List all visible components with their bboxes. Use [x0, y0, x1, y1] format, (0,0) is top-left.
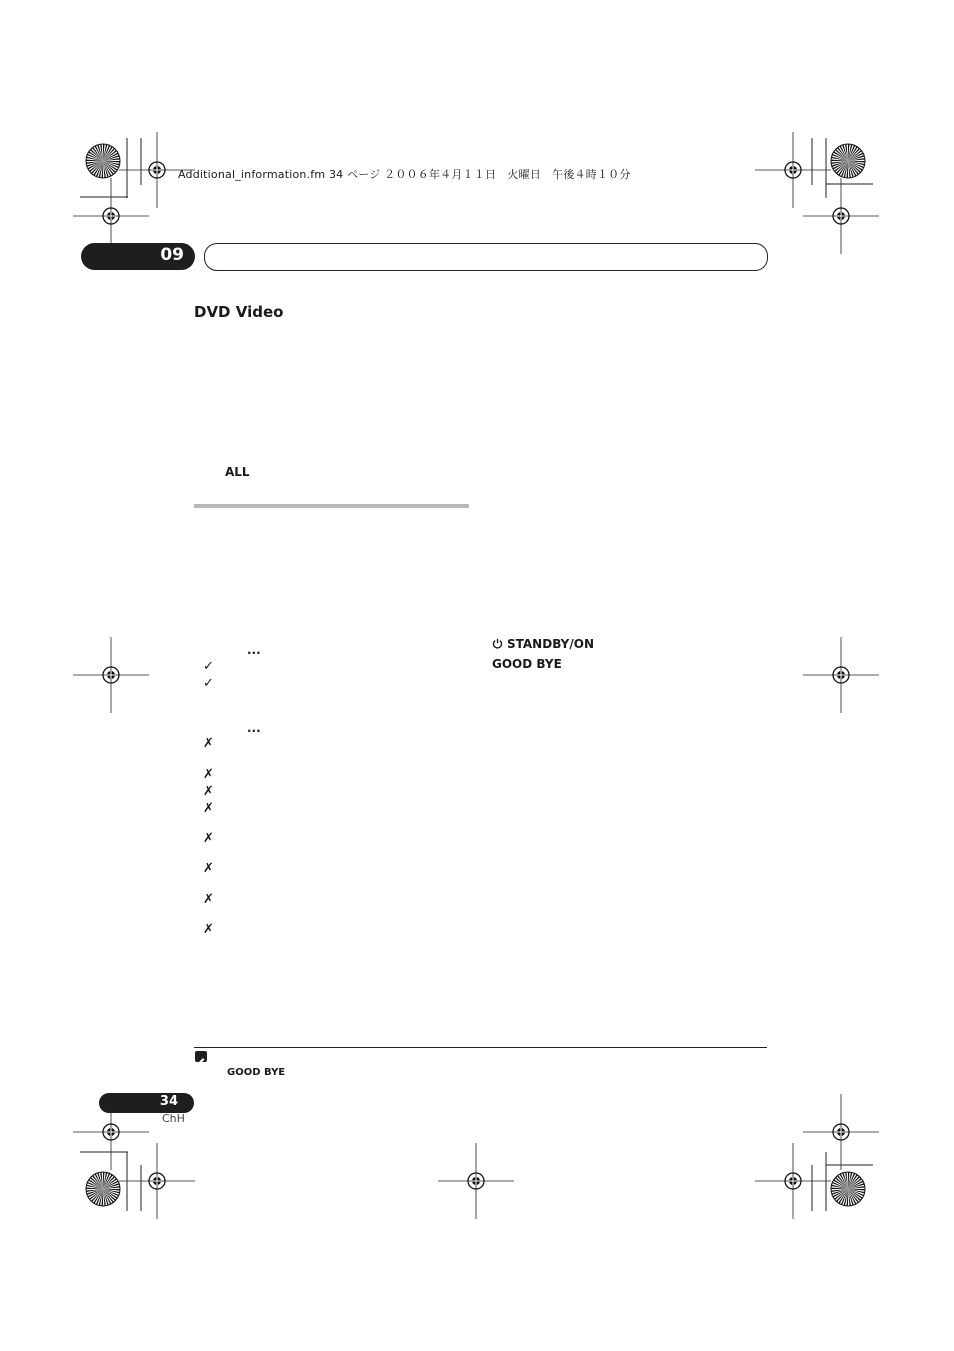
section-divider [194, 504, 469, 508]
goodbye-label: GOOD BYE [492, 657, 562, 671]
language-code: ChH [162, 1112, 185, 1125]
chapter-title-box [204, 243, 768, 271]
cross-mark: ✗ [203, 892, 214, 907]
note-text: GOOD BYE [227, 1067, 286, 1078]
note-divider [194, 1047, 767, 1048]
chapter-tab [81, 243, 195, 270]
cross-mark: ✗ [203, 784, 214, 799]
page-tab [99, 1093, 194, 1113]
file-info: Additional_information.fm 34 ページ ２００６年４月１１日 火曜日 午後４時１０分 [178, 168, 631, 181]
starburst-target-icon [831, 1172, 865, 1206]
starburst-target-icon [86, 144, 120, 178]
cross-mark: ✗ [203, 736, 214, 751]
chapter-number: 09 [160, 245, 184, 265]
standby-text: STANDBY/ON [507, 637, 594, 651]
cross-mark: ✗ [203, 831, 214, 846]
starburst-target-icon [86, 1172, 120, 1206]
all-label: ALL [225, 465, 250, 479]
ellipsis-marker: ... [247, 643, 261, 657]
section-title: DVD Video [194, 303, 284, 321]
ellipsis-marker: ... [247, 721, 261, 735]
note-pencil-icon [195, 1051, 207, 1062]
cross-mark: ✗ [203, 801, 214, 816]
power-icon [492, 638, 503, 649]
standby-label [492, 637, 594, 651]
cross-mark: ✗ [203, 861, 214, 876]
cross-mark: ✗ [203, 767, 214, 782]
check-mark: ✓ [203, 676, 214, 691]
starburst-target-icon [831, 144, 865, 178]
check-mark: ✓ [203, 659, 214, 674]
page-number: 34 [159, 1094, 178, 1109]
cross-mark: ✗ [203, 922, 214, 937]
